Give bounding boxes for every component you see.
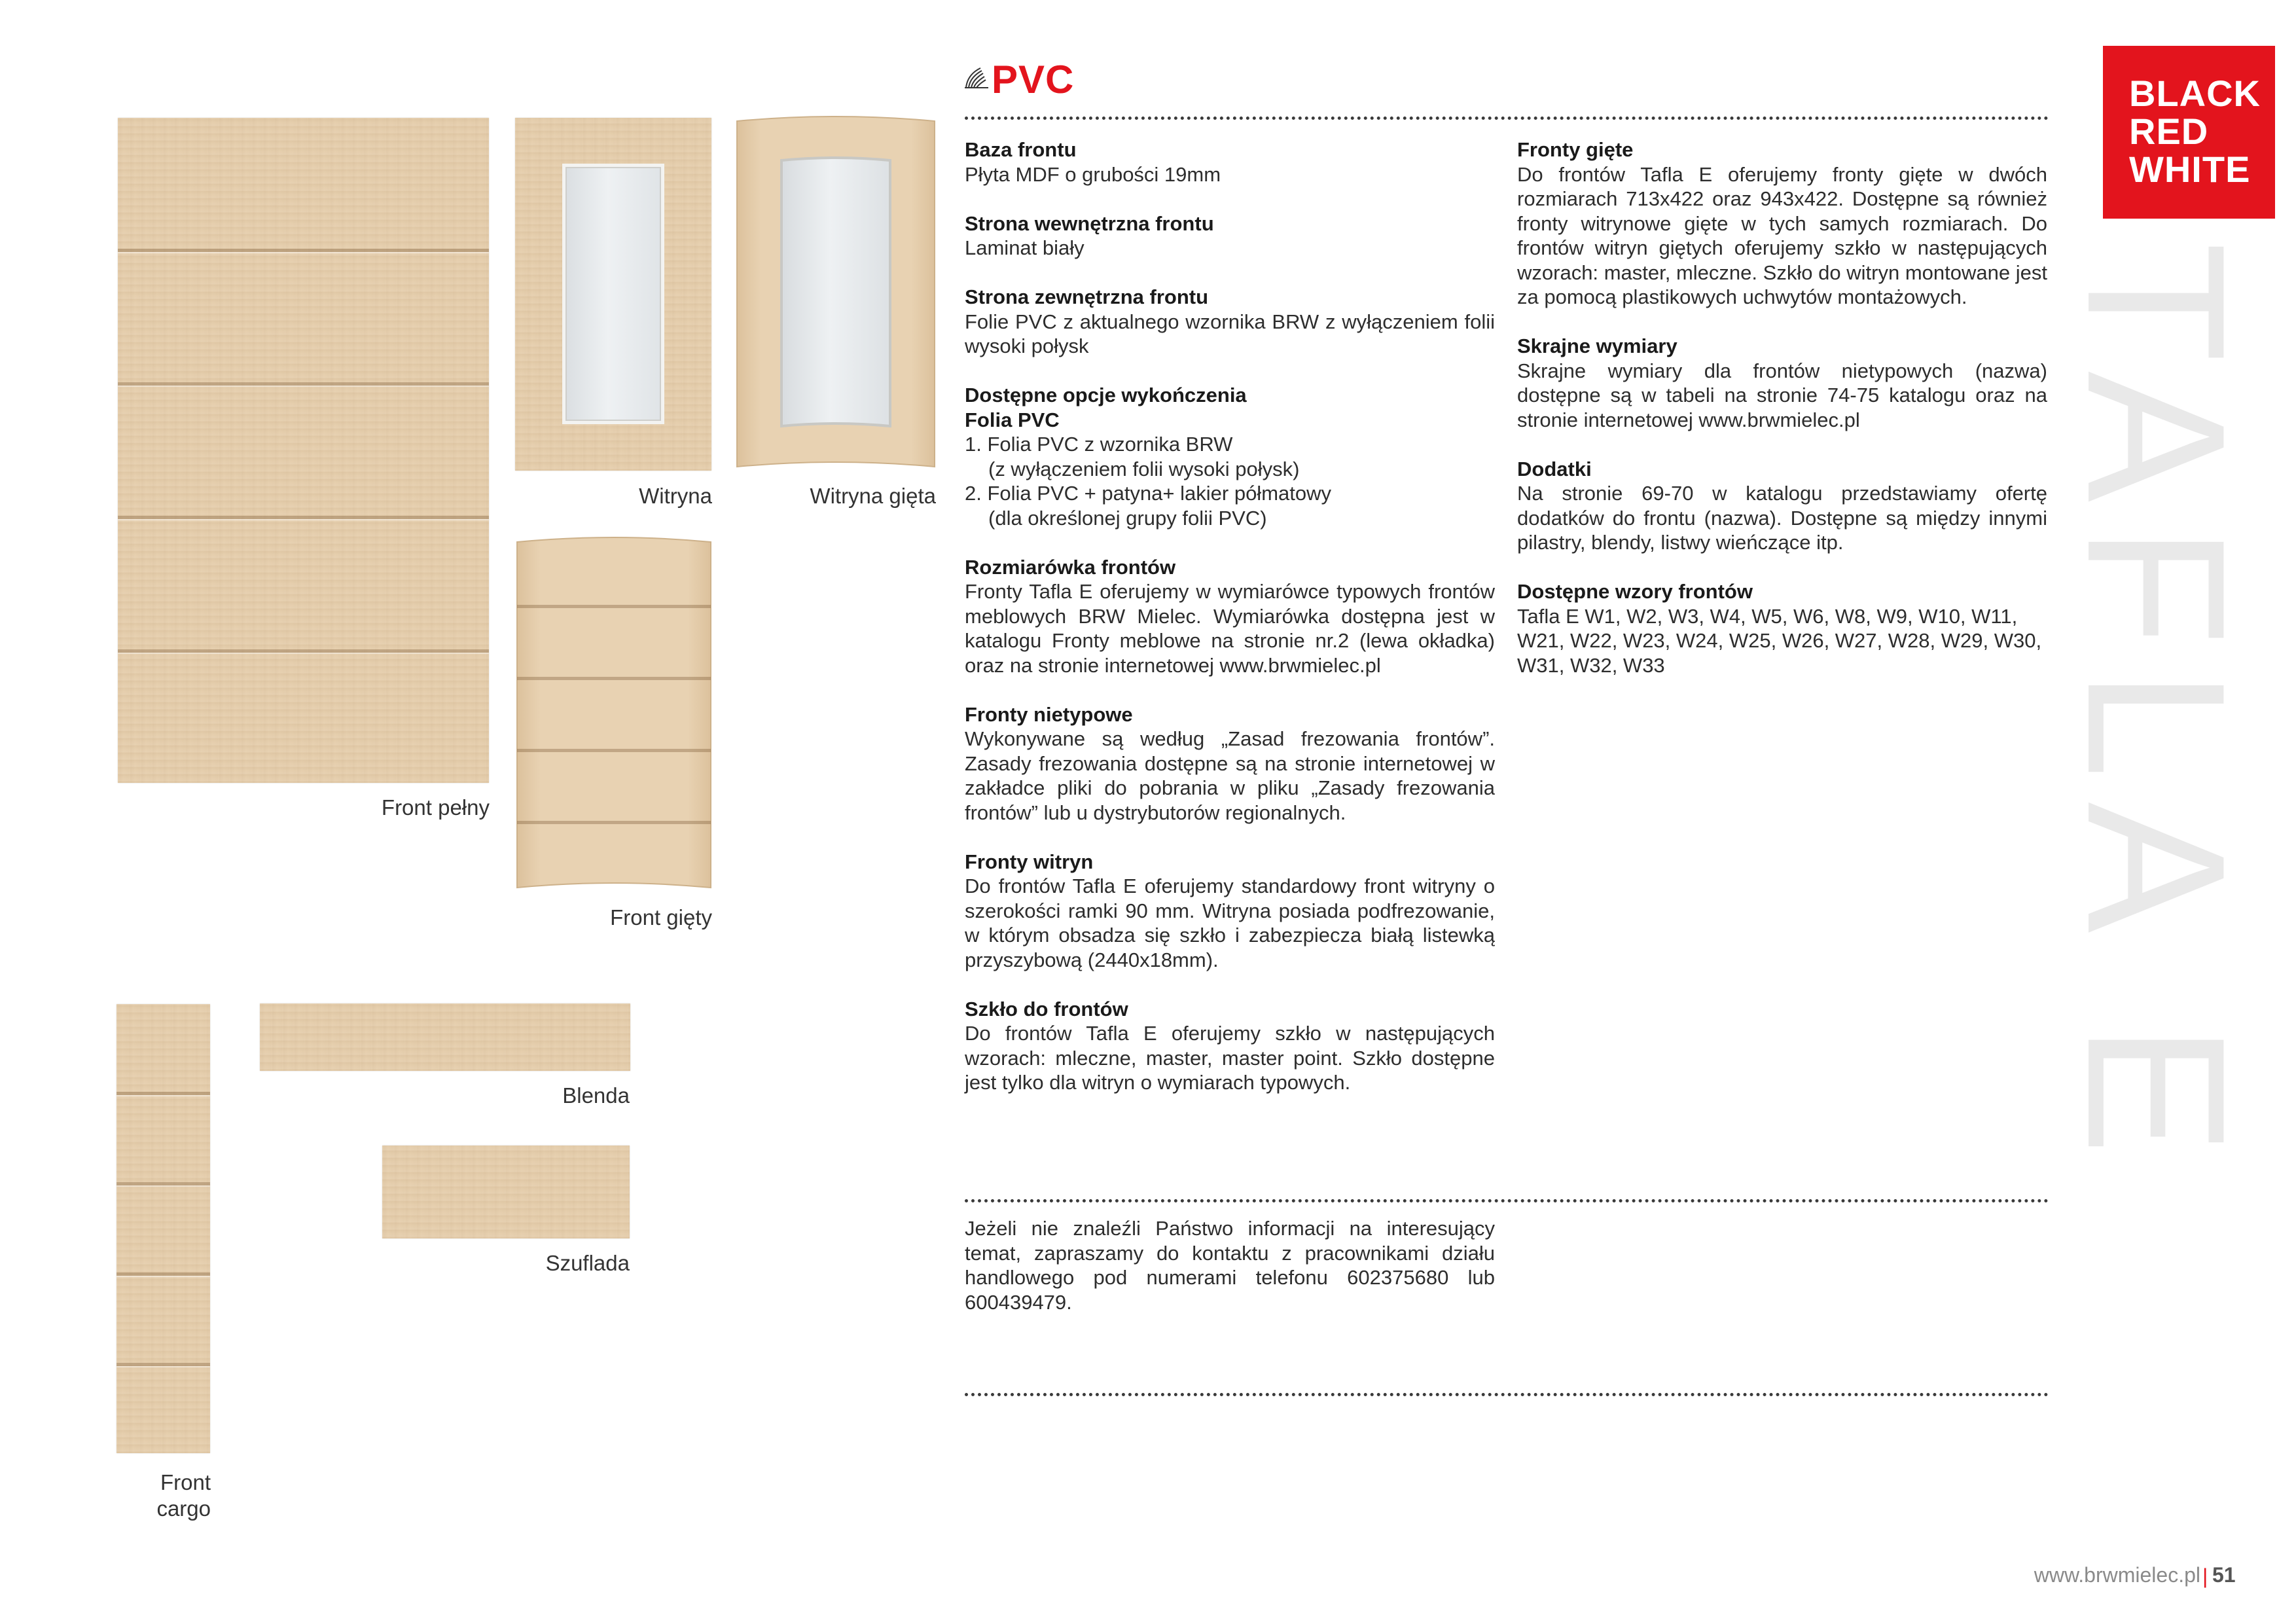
- front-pelny-image: [118, 118, 489, 783]
- caption-witryna-gieta: Witryna gięta: [810, 484, 936, 508]
- vertical-title-wrap: [2047, 242, 2278, 1179]
- text-wewn: Laminat biały: [965, 236, 1085, 259]
- heading-rozm: Rozmiarówka frontów: [965, 555, 1176, 579]
- text-skrajne: Skrajne wymiary dla frontów nietypowych (nazwa) dostępne są w tabeli na stronie 74-75 katalogu oraz na stronie internetowej www.brwmielec.pl: [1517, 359, 2047, 431]
- heading-folia: Folia PVC: [965, 408, 1060, 431]
- option-1-note: (z wyłączeniem folii wysoki połysk): [988, 457, 1300, 480]
- section-title: PVC: [992, 58, 1075, 101]
- footer-url[interactable]: www.brwmielec.pl: [2034, 1563, 2200, 1587]
- text-giete: Do frontów Tafla E oferujemy fronty gięte w dwóch rozmiarach 713x422 oraz 943x422. Dostępne są również fronty witrynowe gięte w tych samych rozmiarach. Do frontów witryn giętych oferujemy szkło w następujących wzorach: master, mleczne. Szkło do witryn montowane jest za pomocą plastikowych uchwytów montażowych.: [1517, 162, 2047, 308]
- caption-front-cargo-2: cargo: [156, 1496, 211, 1521]
- divider-contact-bottom: [965, 1393, 2049, 1396]
- right-column: [1517, 137, 2047, 702]
- front-cargo-image: [117, 1004, 210, 1453]
- option-2: 2. Folia PVC + patyna+ lakier półmatowy: [965, 482, 1331, 505]
- text-wzory: Tafla E W1, W2, W3, W4, W5, W6, W8, W9, W10, W11, W21, W22, W23, W24, W25, W26, W27, W28, W29, W30, W31, W32, W33: [1517, 604, 2042, 677]
- option-2-note: (dla określonej grupy folii PVC): [988, 506, 1267, 530]
- brand-line-3: WHITE: [2129, 149, 2251, 190]
- pvc-fan-icon: [963, 65, 990, 90]
- text-rozm: Fronty Tafla E oferujemy w wymiarówce typowych frontów meblowych BRW Mielec. Wymiarówka dostępna jest w katalogu Fronty meblowe na stronie nr.2 (lewa okładka) oraz na stronie internetowej www.brwmielec.pl: [965, 580, 1495, 677]
- text-dodatki: Na stronie 69-70 w katalogu przedstawiamy ofertę dodatków do frontu (nazwa). Dostępne są między innymi pilastry, blendy, listwy wieńczące itp.: [1517, 482, 2047, 554]
- heading-giete: Fronty gięte: [1517, 138, 1634, 161]
- witryna-image: [515, 118, 711, 471]
- caption-szuflada: Szuflada: [545, 1251, 630, 1275]
- heading-niet: Fronty nietypowe: [965, 702, 1133, 726]
- text-szklo: Do frontów Tafla E oferujemy szkło w następujących wzorach: mleczne, master, master point. Szkło dostępne jest tylko dla witryn o wymiarach typowych.: [965, 1022, 1495, 1094]
- divider-contact-top: [965, 1199, 2049, 1202]
- heading-szklo: Szkło do frontów: [965, 997, 1128, 1020]
- heading-zewn: Strona zewnętrzna frontu: [965, 285, 1209, 308]
- footer-separator: |: [2202, 1564, 2208, 1588]
- heading-baza: Baza frontu: [965, 138, 1077, 161]
- blenda-image: [260, 1003, 630, 1071]
- page-number: 51: [2212, 1563, 2236, 1587]
- text-niet: Wykonywane są według „Zasad frezowania frontów”. Zasady frezowania dostępne są na stronie internetowej w zakładce pliki do pobrania w pliku „Zasady frezowania frontów” lub u dystrybutorów regionalnych.: [965, 727, 1495, 824]
- witryna-gieta-image: [734, 115, 937, 473]
- heading-witr: Fronty witryn: [965, 850, 1094, 873]
- left-column: [965, 137, 1495, 1119]
- brand-line-2: RED: [2129, 111, 2209, 152]
- front-giety-image: [514, 535, 713, 894]
- caption-front-giety: Front gięty: [610, 905, 712, 929]
- text-baza: Płyta MDF o grubości 19mm: [965, 162, 1221, 186]
- divider-top: [965, 117, 2049, 120]
- text-witr: Do frontów Tafla E oferujemy standardowy front witryny o szerokości ramki 90 mm. Witryna posiada podfrezowanie, w którym obsadza się szkło i zabezpiecza białą listewką przyszybową (2440x18mm).: [965, 875, 1495, 971]
- brand-logo: [2103, 46, 2275, 219]
- heading-wewn: Strona wewnętrzna frontu: [965, 211, 1214, 235]
- szuflada-image: [382, 1146, 630, 1238]
- caption-front-pelny: Front pełny: [381, 795, 490, 820]
- contact-text: Jeżeli nie znaleźli Państwo informacji na interesujący temat, zapraszamy do kontaktu z pracownikami działu handlowego pod numerami telefonu 602375680 lub 600439479.: [965, 1217, 1495, 1314]
- caption-witryna: Witryna: [639, 484, 712, 508]
- heading-wzory: Dostępne wzory frontów: [1517, 580, 1753, 603]
- heading-skrajne: Skrajne wymiary: [1517, 334, 1677, 357]
- caption-blenda: Blenda: [562, 1083, 630, 1108]
- heading-dodatki: Dodatki: [1517, 457, 1592, 480]
- brand-line-1: BLACK: [2129, 73, 2261, 114]
- caption-front-cargo-1: Front: [160, 1470, 211, 1494]
- heading-opcje: Dostępne opcje wykończenia: [965, 384, 1247, 406]
- vertical-title: TAFLA E: [2047, 242, 2267, 1179]
- text-zewn: Folie PVC z aktualnego wzornika BRW z wyłączeniem folii wysoki połysk: [965, 310, 1495, 357]
- option-1: 1. Folia PVC z wzornika BRW: [965, 433, 1233, 456]
